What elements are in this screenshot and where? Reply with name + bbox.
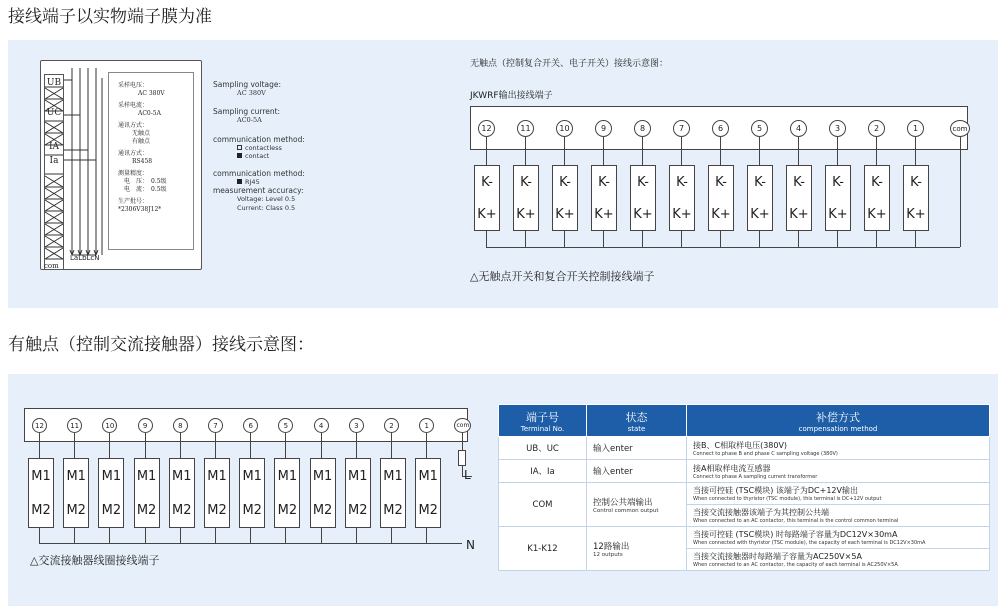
switch-box — [474, 165, 500, 231]
switch-box — [708, 165, 734, 231]
terminal-5: 5 — [751, 120, 768, 137]
contact-option: contact — [213, 152, 323, 160]
fuse — [458, 450, 466, 466]
k-minus-label: K- — [910, 174, 922, 190]
coil-box — [239, 458, 265, 528]
wire — [681, 137, 682, 165]
coil-box — [310, 458, 336, 528]
coil-box — [134, 458, 160, 528]
m2-label: M2 — [383, 502, 403, 518]
terminal-12: 12 — [32, 418, 47, 433]
terminal-6: 6 — [712, 120, 729, 137]
wire — [109, 528, 110, 543]
wire — [74, 528, 75, 543]
device-spec-line: 电 流： 0.5级 — [124, 186, 167, 193]
wire — [486, 231, 487, 247]
contact-section-title: 有触点（控制交流接触器）接线示意图： — [8, 335, 314, 355]
device-spec-line: 采样电压： — [118, 82, 149, 89]
method-cell: 当接可控硅 (TSC模块) 时每路端子容量为DC12V×30mA When connected with thyristor (TSC module), the capacity of each terminal is DC12V×30mA — [687, 527, 990, 549]
switch-box — [903, 165, 929, 231]
terminal-cell: IA、Ia — [499, 460, 587, 483]
device-spec-line: 无触点 — [132, 130, 151, 137]
wire — [642, 137, 643, 165]
wire — [798, 137, 799, 165]
wire — [960, 137, 961, 247]
terminal-11: 11 — [517, 120, 534, 137]
k-plus-label: K+ — [555, 206, 575, 222]
terminal-11: 11 — [67, 418, 82, 433]
wire — [145, 433, 146, 458]
device-spec-line: 生产批号： — [118, 198, 149, 205]
m2-label: M2 — [66, 502, 86, 518]
rj45-option: RJ45 — [213, 178, 323, 186]
switch-box — [786, 165, 812, 231]
terminal-10: 10 — [102, 418, 117, 433]
switch-box — [825, 165, 851, 231]
m1-label: M1 — [101, 468, 122, 484]
m2-label: M2 — [207, 502, 227, 518]
k-minus-label: K- — [871, 174, 883, 190]
device-spec-line: *2306V38J12* — [118, 206, 162, 213]
k-minus-label: K- — [793, 174, 805, 190]
terminal-2: 2 — [868, 120, 885, 137]
device-spec-line: 通讯方式： — [118, 122, 149, 129]
sampling-current-label: Sampling current: — [213, 107, 281, 116]
terminal-cell: UB、UC — [499, 437, 587, 460]
wire — [837, 137, 838, 165]
wire — [681, 231, 682, 247]
device-spec-line: 测量精度： — [118, 170, 149, 177]
coil-box — [169, 458, 195, 528]
terminal-12: 12 — [478, 120, 495, 137]
wire — [486, 137, 487, 165]
m2-label: M2 — [348, 502, 368, 518]
m1-label: M1 — [31, 468, 51, 484]
table-row — [499, 460, 990, 483]
wire — [426, 433, 427, 458]
switch-box — [552, 165, 578, 231]
terminal-com: com — [950, 120, 970, 137]
common-bus — [486, 247, 960, 248]
terminal-8: 8 — [173, 418, 188, 433]
m1-label: M1 — [242, 468, 262, 484]
terminal-3: 3 — [349, 418, 364, 433]
m1-label: M1 — [277, 468, 298, 484]
device-spec-line: 通讯方式： — [118, 150, 149, 157]
wire — [391, 433, 392, 458]
device-spec-line: RS458 — [132, 158, 153, 165]
sampling-voltage-label: Sampling voltage: — [213, 80, 282, 89]
contactless-caption: △无触点开关和复合开关控制接线端子 — [470, 270, 655, 283]
terminal-9: 9 — [595, 120, 612, 137]
terminal-3: 3 — [829, 120, 846, 137]
device-spec-text — [118, 82, 194, 214]
sampling-voltage-value: AC 380V — [237, 89, 266, 97]
header-terminal: 端子号 Terminal No. — [499, 405, 587, 437]
k-plus-label: K+ — [516, 206, 536, 222]
compensation-table — [498, 404, 990, 571]
state-cell: 控制公共端输出 Control common output — [587, 483, 687, 527]
wire — [837, 231, 838, 247]
switch-box — [591, 165, 617, 231]
switch-box — [630, 165, 656, 231]
terminal-4: 4 — [314, 418, 329, 433]
coil-box — [98, 458, 124, 528]
method-cell: 接B、C相取样电压(380V) Connect to phase B and phase C sampling voltage (380V) — [687, 437, 990, 460]
terminal-9: 9 — [138, 418, 153, 433]
wire — [876, 231, 877, 247]
device-terminal-label: UB — [46, 78, 62, 88]
wire — [564, 231, 565, 247]
m1-label: M1 — [207, 468, 227, 484]
k-minus-label: K- — [598, 174, 610, 190]
neutral-bus — [39, 543, 462, 544]
m1-label: M1 — [172, 468, 192, 484]
m2-label: M2 — [101, 502, 122, 518]
wire — [759, 231, 760, 247]
terminal-7: 7 — [673, 120, 690, 137]
wire — [285, 433, 286, 458]
label-N: N — [466, 538, 475, 552]
m1-label: M1 — [66, 468, 86, 484]
method-cell: 当接交流接触器时每路端子容量为AC250V×5A When connected to an AC contactor, the capacity of each terminal is AC250V×5A — [687, 549, 990, 571]
device-terminal-label: IA — [48, 142, 60, 152]
wire — [215, 528, 216, 543]
wire — [180, 433, 181, 458]
m2-label: M2 — [31, 502, 51, 518]
m1-label: M1 — [312, 468, 333, 484]
k-plus-label: K+ — [750, 206, 770, 222]
terminal-7: 7 — [208, 418, 223, 433]
k-plus-label: K+ — [594, 206, 614, 222]
wire — [285, 528, 286, 543]
wire — [720, 137, 721, 165]
coil-box — [63, 458, 89, 528]
wire — [642, 231, 643, 247]
header-state: 状态 state — [587, 405, 687, 437]
wire — [39, 433, 40, 458]
device-spec-line: AC 380V — [138, 90, 165, 97]
contact-caption: △交流接触器线圈接线端子 — [30, 554, 160, 567]
device-spec-line: 电 压： 0.5级 — [124, 178, 167, 185]
m2-label: M2 — [172, 502, 192, 518]
terminal-2: 2 — [384, 418, 399, 433]
wire — [321, 433, 322, 458]
device-terminal-label: UC — [46, 108, 62, 118]
label-L: L — [464, 468, 471, 482]
comm-method-label-1: communication method: — [213, 135, 305, 144]
m2-label: M2 — [136, 502, 157, 518]
table-row — [499, 483, 990, 505]
wire — [603, 231, 604, 247]
wire — [525, 231, 526, 247]
k-minus-label: K- — [637, 174, 649, 190]
k-minus-label: K- — [754, 174, 766, 190]
terminal-8: 8 — [634, 120, 651, 137]
k-plus-label: K+ — [633, 206, 653, 222]
wire — [39, 528, 40, 543]
accuracy-label: measurement accuracy: — [213, 186, 304, 195]
coil-box — [415, 458, 441, 528]
k-plus-label: K+ — [477, 206, 497, 222]
wire — [798, 231, 799, 247]
k-minus-label: K- — [520, 174, 532, 190]
coil-box — [204, 458, 230, 528]
wire — [250, 433, 251, 458]
wire — [525, 137, 526, 165]
table-row — [499, 527, 990, 549]
state-cell: 12路输出 12 outputs — [587, 527, 687, 571]
spec-annotations — [213, 80, 323, 213]
method-cell: 接A相取样电流互感器 Connect to phase A sampling current transformer — [687, 460, 990, 483]
method-cell: 当接交流接触器该端子为其控制公共端 When connected to an AC contactor, this terminal is the control common terminal — [687, 505, 990, 527]
wire — [250, 528, 251, 543]
wire — [180, 528, 181, 543]
wire — [356, 528, 357, 543]
m1-label: M1 — [418, 468, 438, 484]
state-cell: 输入enter — [587, 460, 687, 483]
wire — [915, 231, 916, 247]
device-spec-line: AC0-5A — [138, 110, 161, 117]
coil-box — [274, 458, 300, 528]
method-cell: 当接可控硅 (TSC模块) 该端子为DC+12V输出 When connected to thyristor (TSC module), this terminal is DC+12V output — [687, 483, 990, 505]
table-row — [499, 437, 990, 460]
wire — [564, 137, 565, 165]
wire — [876, 137, 877, 165]
k-plus-label: K+ — [828, 206, 848, 222]
terminal-1: 1 — [419, 418, 434, 433]
k-minus-label: K- — [481, 174, 493, 190]
voltage-level: Voltage: Level 0.5 — [237, 195, 296, 203]
m2-label: M2 — [418, 502, 438, 518]
m1-label: M1 — [348, 468, 368, 484]
m2-label: M2 — [277, 502, 298, 518]
m2-label: M2 — [312, 502, 333, 518]
coil-box — [28, 458, 54, 528]
state-cell: 输入enter — [587, 437, 687, 460]
switch-box — [747, 165, 773, 231]
device-bottom-labels: LaLbLcN — [70, 254, 100, 262]
k-plus-label: K+ — [711, 206, 731, 222]
header-method: 补偿方式 compensation method — [687, 405, 990, 437]
wire — [145, 528, 146, 543]
wire — [915, 137, 916, 165]
terminal-com: com — [454, 418, 471, 433]
k-plus-label: K+ — [789, 206, 809, 222]
device-spec-line: 有触点 — [132, 138, 151, 145]
switch-box — [864, 165, 890, 231]
terminal-10: 10 — [556, 120, 573, 137]
wire — [215, 433, 216, 458]
comm-method-label-2: communication method: — [213, 169, 305, 178]
device-terminal-label: Ia — [49, 156, 59, 166]
terminal-1: 1 — [907, 120, 924, 137]
wire — [462, 433, 463, 450]
switch-box — [513, 165, 539, 231]
k-minus-label: K- — [715, 174, 727, 190]
device-spec-line: 采样电流： — [118, 102, 149, 109]
contactless-option: contactless — [213, 144, 323, 152]
wire — [759, 137, 760, 165]
k-plus-label: K+ — [867, 206, 887, 222]
wire — [74, 433, 75, 458]
coil-box — [380, 458, 406, 528]
coil-box — [345, 458, 371, 528]
terminal-5: 5 — [278, 418, 293, 433]
m2-label: M2 — [242, 502, 262, 518]
current-class: Current: Class 0.5 — [237, 204, 296, 212]
m1-label: M1 — [383, 468, 403, 484]
device-com-label: com — [44, 262, 59, 270]
wire — [109, 433, 110, 458]
wire — [603, 137, 604, 165]
terminal-cell: COM — [499, 483, 587, 527]
m1-label: M1 — [136, 468, 157, 484]
sampling-current-value: AC0-5A — [237, 116, 262, 124]
terminal-6: 6 — [243, 418, 258, 433]
k-plus-label: K+ — [906, 206, 926, 222]
switch-box — [669, 165, 695, 231]
wire — [426, 528, 427, 543]
k-minus-label: K- — [832, 174, 844, 190]
terminal-cell: K1-K12 — [499, 527, 587, 571]
wire — [391, 528, 392, 543]
k-minus-label: K- — [676, 174, 688, 190]
contactless-diagram-title: 无触点（控制复合开关、电子开关）接线示意图： — [470, 59, 669, 69]
terminal-4: 4 — [790, 120, 807, 137]
k-minus-label: K- — [559, 174, 571, 190]
wire — [720, 231, 721, 247]
k-plus-label: K+ — [672, 206, 692, 222]
wire — [321, 528, 322, 543]
strip-label: JKWRF输出接线端子 — [470, 91, 553, 101]
wire — [356, 433, 357, 458]
page-title: 接线端子以实物端子膜为准 — [8, 7, 212, 27]
